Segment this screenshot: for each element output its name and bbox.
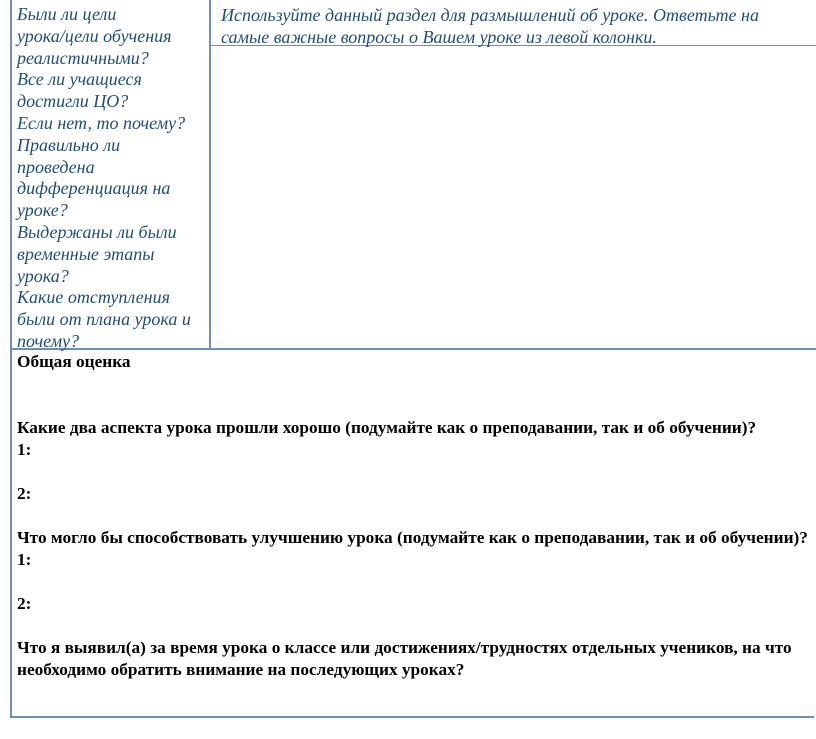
answer-label-2: 2: — [17, 594, 32, 613]
answer-label-2: 2: — [17, 484, 32, 503]
question-line: были от плана урока и — [17, 309, 191, 330]
question-line: уроке? — [17, 200, 68, 221]
question-line: урока/цели обучения — [17, 25, 172, 46]
summary-title: Общая оценка — [17, 352, 131, 371]
answer-label-1: 1: — [17, 550, 32, 569]
column-divider — [209, 0, 211, 348]
reflection-instruction: Используйте данный раздел для размышлений об уроке. Ответьте на самые важные вопросы о Вашем уроке из левой колонки. — [221, 5, 759, 47]
summary-section — [17, 351, 812, 681]
question-line: Были ли цели — [17, 4, 117, 24]
question-line: дифференциация на — [17, 178, 171, 199]
question-went-well: Какие два аспекта урока прошли хорошо (подумайте как о преподавании, так и об обучении)? — [17, 418, 757, 437]
question-line: Правильно ли — [17, 134, 121, 155]
question-line: Какие отступления — [17, 287, 170, 308]
question-line: Все ли учащиеся — [17, 69, 142, 90]
question-line: реалистичными? — [17, 47, 149, 68]
question-line: Выдержаны ли были — [17, 221, 177, 242]
reflection-questions — [17, 4, 207, 353]
question-line: проведена — [17, 156, 95, 177]
question-line: достигли ЦО? — [17, 91, 129, 112]
question-line: почему? — [17, 330, 80, 351]
question-line: временные этапы — [17, 243, 155, 264]
answer-label-1: 1: — [17, 440, 32, 459]
question-line: урока? — [17, 265, 69, 286]
question-improvement: Что могло бы способствовать улучшению урока (подумайте как о преподавании, так и об обучении)? — [17, 528, 808, 547]
question-line: Если нет, то почему? — [17, 112, 186, 133]
question-observations: Что я выявил(а) за время урока о классе или достижениях/трудностях отдельных учеников, на что необходимо обратить внимание на последующих уроках? — [17, 638, 792, 679]
